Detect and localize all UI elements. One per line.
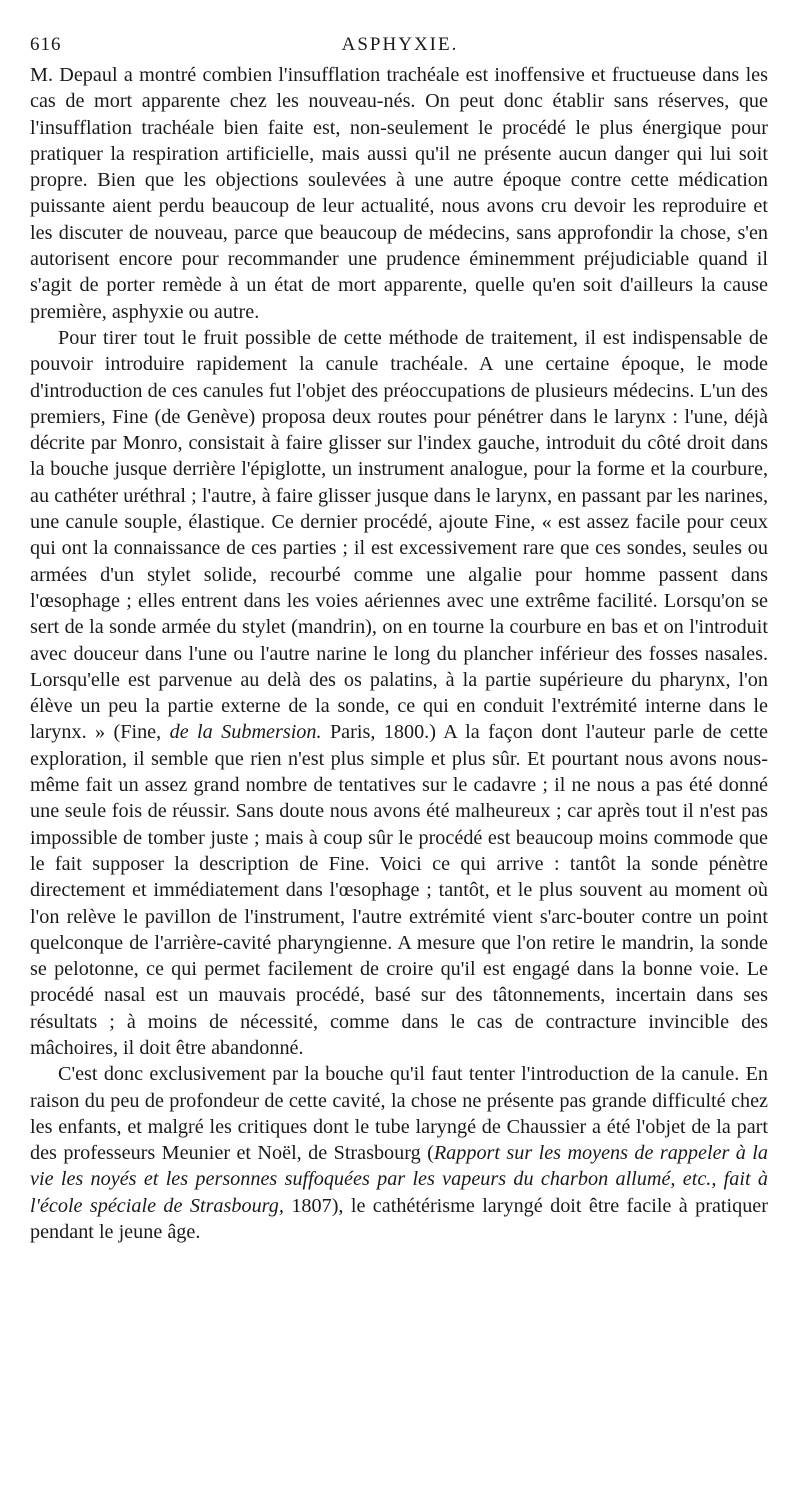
- paragraph-1: [30, 62, 768, 325]
- paragraph-3-text-b: 1807), le cathétérisme laryngé doit être facile à pratiquer pendant le jeune âge.: [30, 1194, 768, 1244]
- page-header: [30, 34, 770, 58]
- citation-title: de la Submersion.: [169, 721, 322, 744]
- report-title: Rapport sur les moyens de rappeler à la vie les noyés et les personnes suffoquées par les vapeurs du charbon allumé, etc., fait à l'école spéciale de Strasbourg,: [30, 1142, 768, 1217]
- page-number: 616: [30, 34, 62, 55]
- paragraph-2-text-a: Pour tirer tout le fruit possible de cette méthode de traitement, il est indispensable de pouvoir introduire rapidement la canule trachéale. A une certaine époque, le mode d'introduction de ces canules fut l'objet des préoccupations de plusieurs médecins. L'un des premiers, Fine (de Genève) proposa deux routes pour pénétrer dans le larynx : l'une, déjà décrite par Monro, consistait à faire glisser sur l'index gauche, introduit du côté droit dans la bouche jusque derrière l'épiglotte, un instrument analogue, pour la forme et la courbure, au cathéter uréthral ; l'autre, à faire glisser jusque dans le larynx, en passant par les narines, une canule souple, élastique. Ce dernier procédé, ajoute Fine, « est assez facile pour ceux qui ont la connaissance de ces parties ; il est excessivement rare que ces sondes, seules ou armées d'un stylet solide, recourbé comme une algalie pour homme passent dans l'œsophage ; elles entrent dans les voies aériennes avec une extrême facilité. Lorsqu'on se sert de la sonde armée du stylet (mandrin), on en tourne la courbure en bas et on l'introduit avec douceur dans l'une ou l'autre narine le long du plancher inférieur des fosses nasales. Lorsqu'elle est parvenue au delà des os palatins, à la partie supérieure du pharynx, l'on élève un peu la partie externe de la sonde, ce qui en conduit l'extrémité interne dans le larynx. » (Fine,: [30, 326, 768, 744]
- paragraph-3-text-a: C'est donc exclusivement par la bouche qu'il faut tenter l'introduction de la canule. En raison du peu de profondeur de cette cavité, la chose ne présente pas grande difficulté chez les enfants, et malgré les critiques dont le tube laryngé de Chaussier a été l'objet de la part des professeurs Meunier et Noël, de Strasbourg (: [30, 1063, 768, 1165]
- paragraph-2-text-b: Paris, 1800.) A la façon dont l'auteur parle de cette exploration, il semble que rien n'est plus simple et plus sûr. Et pourtant nous avons nous-même fait un assez grand nombre de tentatives sur le cadavre ; il ne nous a pas été donné une seule fois de réussir. Sans doute nous avons été malheureux ; car après tout il n'est pas impossible de tomber juste ; mais à coup sûr le procédé est beaucoup moins commode que le fait supposer la description de Fine. Voici ce qui arrive : tantôt la sonde pénètre directement et immédiatement dans l'œsophage ; tantôt, et le plus souvent au moment où l'on relève le pavillon de l'instrument, l'autre extrémité vient s'arc-bouter contre un point quelconque de l'arrière-cavité pharyngienne. A mesure que l'on retire le mandrin, la sonde se pelotonne, ce qui permet facilement de croire qu'il est engagé dans la bonne voie. Le procédé nasal est un mauvais procédé, basé sur des tâtonnements, incertain dans ses résultats ; à moins de nécessité, comme dans le cas de contracture invincible des mâchoires, il doit être abandonné.: [30, 721, 768, 1059]
- paragraph-2: [30, 325, 768, 1061]
- running-title: ASPHYXIE.: [341, 34, 459, 55]
- paragraph-3: [30, 1061, 768, 1245]
- paragraph-1-text: M. Depaul a montré combien l'insufflation trachéale est inoffensive et fructueuse dans les cas de mort apparente chez les nouveau-nés. On peut donc établir sans réserves, que l'insufflation trachéale bien faite est, non-seulement le procédé le plus énergique pour pratiquer la respiration artificielle, mais aussi qu'il ne présente aucun danger qui lui soit propre. Bien que les objections soulevées à une autre époque contre cette médication puissante aient perdu beaucoup de leur actualité, nous avons cru devoir les reproduire et les discuter de nouveau, parce que beaucoup de médecins, sans approfondir la chose, s'en autorisent encore pour recommander une prudence éminemment préjudiciable quand il s'agit de porter remède à un état de mort apparente, quelle qu'en soit d'ailleurs la cause première, asphyxie ou autre.: [30, 64, 768, 323]
- body-text: [30, 62, 768, 1245]
